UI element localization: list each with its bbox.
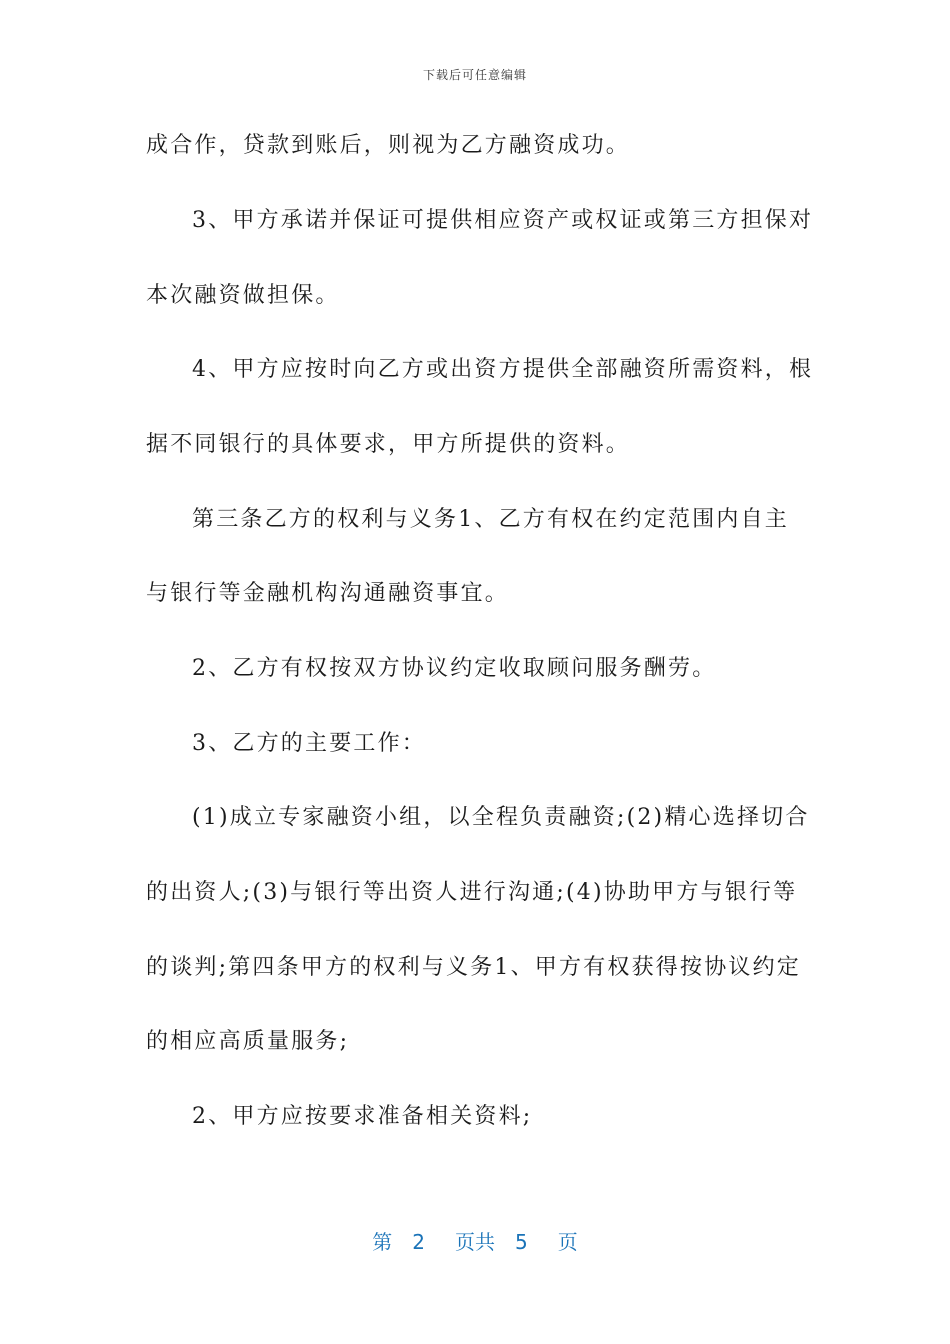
body-line: 3、甲方承诺并保证可提供相应资产或权证或第三方担保对 bbox=[192, 208, 814, 233]
page-suffix: 页 bbox=[557, 1230, 578, 1254]
body-line: (1)成立专家融资小组，以全程负责融资;(2)精心选择切合 bbox=[192, 805, 810, 830]
body-line: 据不同银行的具体要求，甲方所提供的资料。 bbox=[146, 432, 631, 457]
body-line: 4、甲方应按时向乙方或出资方提供全部融资所需资料，根 bbox=[192, 357, 814, 382]
page-prefix: 第 bbox=[372, 1230, 393, 1254]
header-note: 下载后可任意编辑 bbox=[422, 68, 527, 82]
body-line: 成合作，贷款到账后，则视为乙方融资成功。 bbox=[146, 133, 631, 158]
body-line: 与银行等金融机构沟通融资事宜。 bbox=[146, 581, 510, 606]
body-line: 2、甲方应按要求准备相关资料; bbox=[192, 1104, 533, 1129]
body-line: 3、乙方的主要工作： bbox=[192, 731, 426, 756]
page-middle: 页共 bbox=[455, 1230, 495, 1254]
page-current: 2 bbox=[412, 1230, 425, 1254]
page-total: 5 bbox=[515, 1230, 528, 1254]
body-line: 的谈判;第四条甲方的权利与义务1、甲方有权获得按协议约定 bbox=[146, 955, 802, 980]
body-line: 的出资人;(3)与银行等出资人进行沟通;(4)协助甲方与银行等 bbox=[146, 880, 798, 905]
body-line: 第三条乙方的权利与义务1、乙方有权在约定范围内自主 bbox=[192, 507, 789, 532]
body-line: 本次融资做担保。 bbox=[146, 283, 340, 308]
body-line: 2、乙方有权按双方协议约定收取顾问服务酬劳。 bbox=[192, 656, 717, 681]
body-line: 的相应高质量服务; bbox=[146, 1029, 350, 1054]
page-number-footer bbox=[0, 1226, 950, 1255]
